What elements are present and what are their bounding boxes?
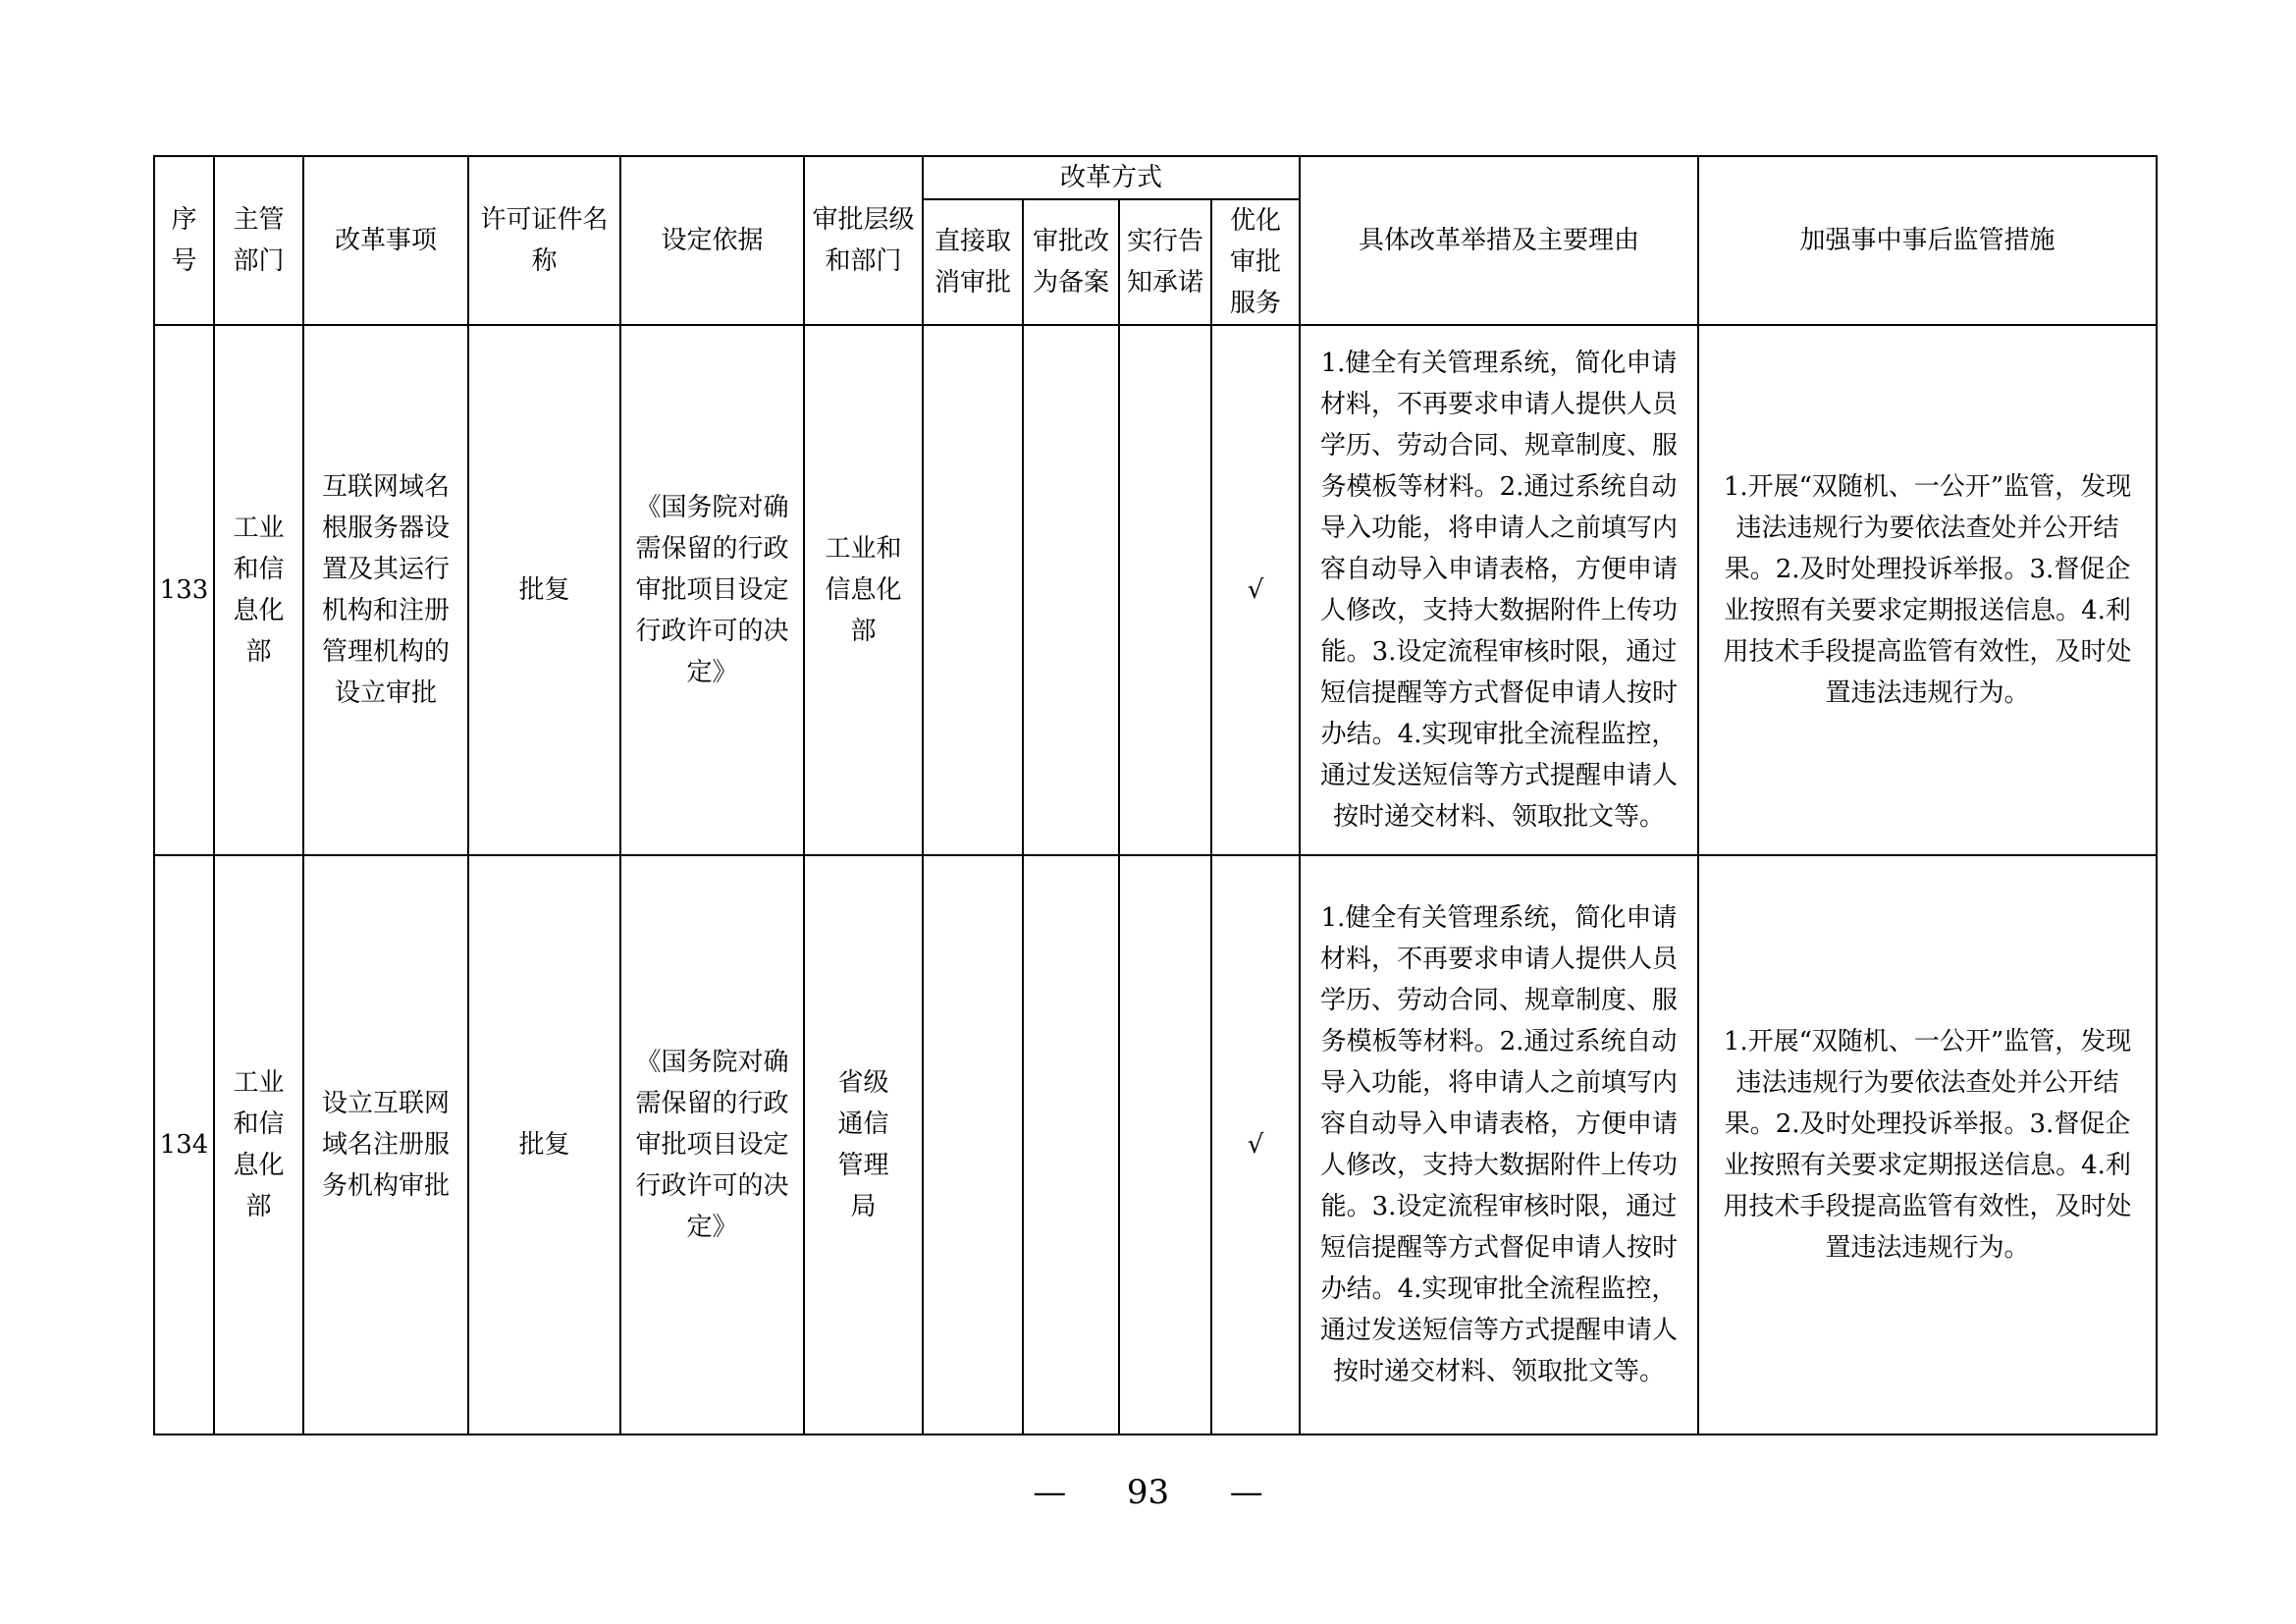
cell-license: 批复 [468, 325, 620, 855]
cell-seq: 133 [154, 325, 214, 855]
header-item: 改革事项 [303, 156, 468, 325]
cell-measures: 1.健全有关管理系统，简化申请材料，不再要求申请人提供人员学历、劳动合同、规章制度、服务模板等材料。2.通过系统自动导入功能，将申请人之前填写内容自动导入申请表格，方便申请人修改，支持大数据附件上传功能。3.设定流程审核时限，通过短信提醒等方式督促申请人按时办结。4.实现审批全流程监控，通过发送短信等方式提醒申请人按时递交材料、领取批文等。 [1300, 855, 1698, 1435]
cell-level: 工业和信息化部 [804, 325, 923, 855]
cell-item: 互联网域名根服务器设置及其运行机构和注册管理机构的设立审批 [303, 325, 468, 855]
cell-reform-cancel [923, 855, 1023, 1435]
cell-supervision: 1.开展“双随机、一公开”监管，发现违法违规行为要依法查处并公开结果。2.及时处理投诉举报。3.督促企业按照有关要求定期报送信息。4.利用技术手段提高监管有效性，及时处置违法违规行为。 [1698, 325, 2157, 855]
header-level: 审批层级和部门 [804, 156, 923, 325]
cell-reform-record [1023, 855, 1119, 1435]
page-number-footer [0, 1473, 2296, 1512]
cell-reform-notify [1119, 855, 1211, 1435]
cell-measures: 1.健全有关管理系统，简化申请材料，不再要求申请人提供人员学历、劳动合同、规章制度、服务模板等材料。2.通过系统自动导入功能，将申请人之前填写内容自动导入申请表格，方便申请人修改，支持大数据附件上传功能。3.设定流程审核时限，通过短信提醒等方式督促申请人按时办结。4.实现审批全流程监控，通过发送短信等方式提醒申请人按时递交材料、领取批文等。 [1300, 325, 1698, 855]
cell-level: 省级通信管理局 [804, 855, 923, 1435]
dash-right: — [1229, 1473, 1263, 1512]
header-measures: 具体改革举措及主要理由 [1300, 156, 1698, 325]
cell-reform-notify [1119, 325, 1211, 855]
header-license: 许可证件名称 [468, 156, 620, 325]
cell-dept: 工业和信息化部 [214, 855, 303, 1435]
cell-basis: 《国务院对确需保留的行政审批项目设定行政许可的决定》 [620, 855, 804, 1435]
cell-basis: 《国务院对确需保留的行政审批项目设定行政许可的决定》 [620, 325, 804, 855]
cell-item: 设立互联网域名注册服务机构审批 [303, 855, 468, 1435]
header-supervision: 加强事中事后监管措施 [1698, 156, 2157, 325]
cell-seq: 134 [154, 855, 214, 1435]
header-reform-notify: 实行告知承诺 [1119, 199, 1211, 325]
table-row [154, 855, 2157, 1435]
header-reform-group: 改革方式 [923, 156, 1300, 199]
table-row [154, 325, 2157, 855]
cell-reform-cancel [923, 325, 1023, 855]
cell-reform-optimize: √ [1211, 325, 1300, 855]
cell-license: 批复 [468, 855, 620, 1435]
header-reform-optimize: 优化审批服务 [1211, 199, 1300, 325]
header-dept: 主管部门 [214, 156, 303, 325]
cell-dept: 工业和信息化部 [214, 325, 303, 855]
dash-left: — [1033, 1473, 1067, 1512]
header-seq: 序号 [154, 156, 214, 325]
header-reform-cancel: 直接取消审批 [923, 199, 1023, 325]
header-reform-record: 审批改为备案 [1023, 199, 1119, 325]
page-number: 93 [1126, 1473, 1170, 1512]
cell-reform-record [1023, 325, 1119, 855]
cell-reform-optimize: √ [1211, 855, 1300, 1435]
cell-supervision: 1.开展“双随机、一公开”监管，发现违法违规行为要依法查处并公开结果。2.及时处理投诉举报。3.督促企业按照有关要求定期报送信息。4.利用技术手段提高监管有效性，及时处置违法违规行为。 [1698, 855, 2157, 1435]
header-basis: 设定依据 [620, 156, 804, 325]
reform-table [153, 155, 2158, 1435]
